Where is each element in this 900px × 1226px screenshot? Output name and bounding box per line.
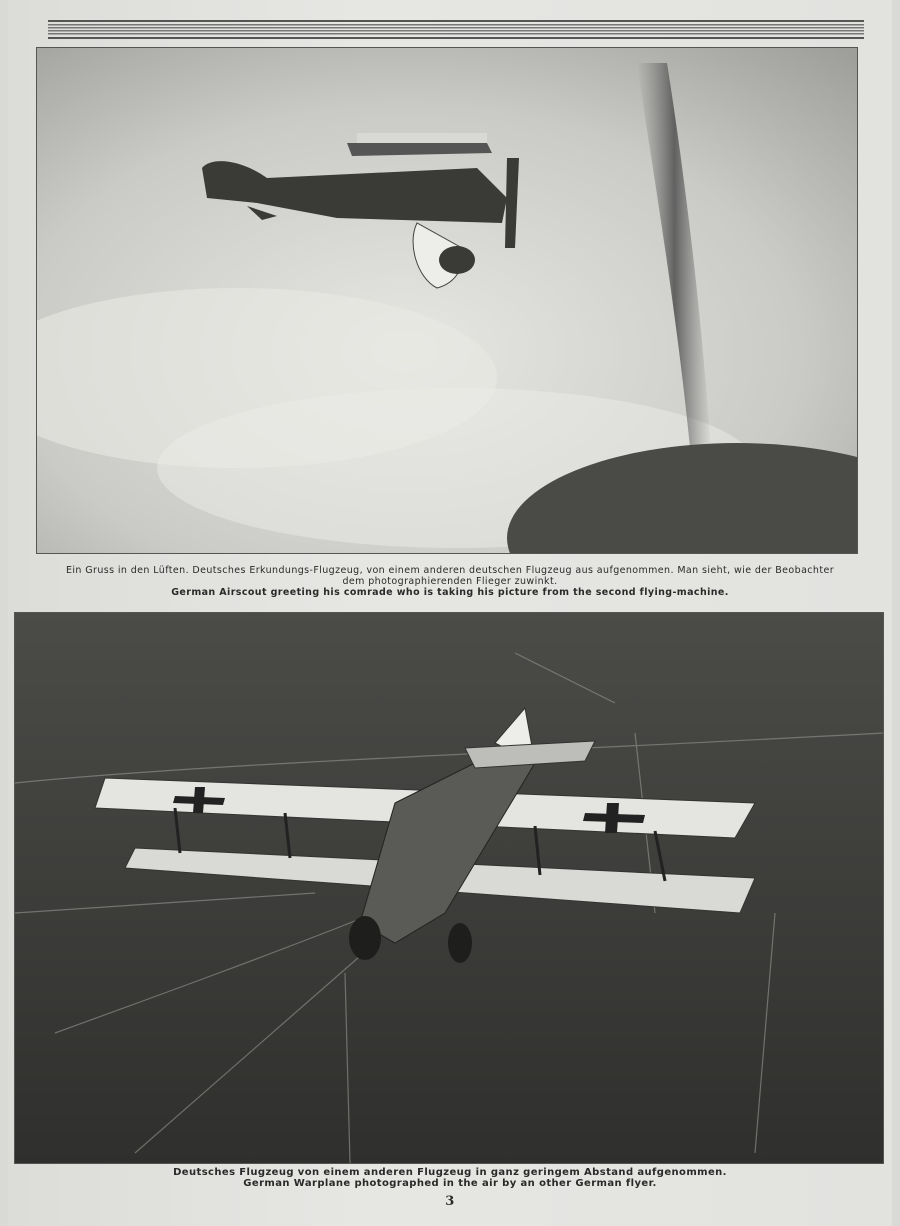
page-number: 3 bbox=[445, 1194, 455, 1209]
magazine-page bbox=[8, 0, 892, 1226]
photo-warplane bbox=[14, 612, 884, 1164]
caption-top-german-line1: Ein Gruss in den Lüften. Deutsches Erkundungs-Flugzeug, von einem anderen deutschen Flugzeug aus aufgenommen. Man sieht, wie der Beobachter bbox=[65, 565, 835, 576]
caption-top-german-line2: dem photographierenden Flieger zuwinkt. bbox=[342, 576, 558, 587]
decorative-header-rule bbox=[48, 18, 864, 44]
caption-top-english: German Airscout greeting his comrade who is taking his picture from the second flying-machine. bbox=[171, 587, 729, 598]
caption-bottom-english: German Warplane photographed in the air by an other German flyer. bbox=[243, 1178, 657, 1189]
photo-airscout bbox=[36, 47, 858, 554]
caption-bottom-german: Deutsches Flugzeug von einem anderen Flugzeug in ganz geringem Abstand aufgenommen. bbox=[173, 1167, 727, 1178]
